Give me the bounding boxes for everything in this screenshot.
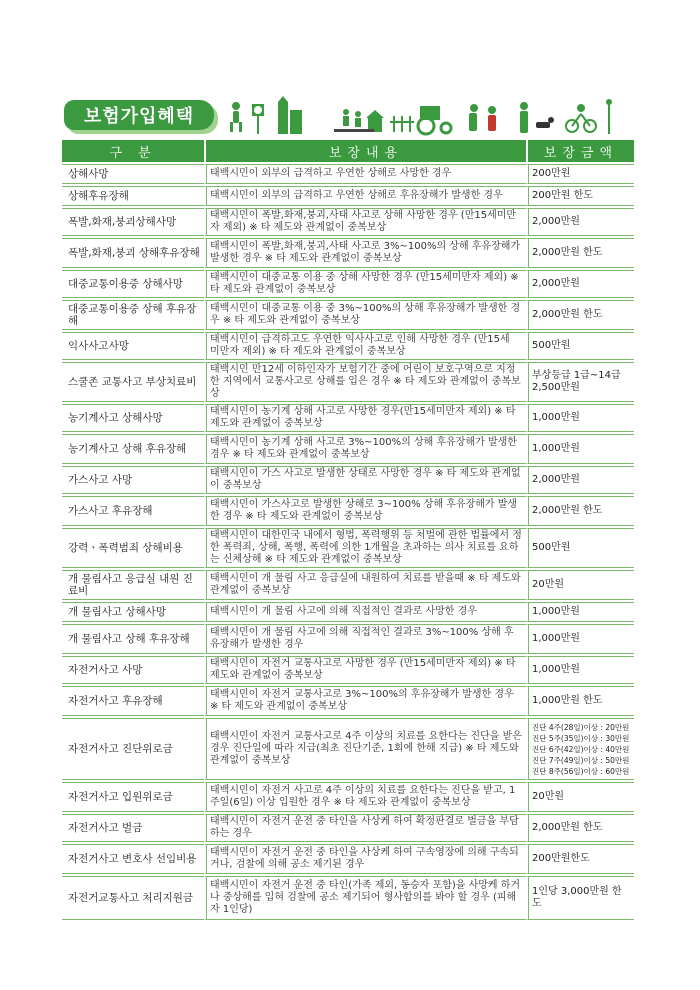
row-category: 농기계사고 상해사망: [62, 404, 204, 432]
table-row: [62, 164, 634, 184]
row-description: 태백시민이 가스 사고로 발생한 상태로 사망한 경우 ※ 타 제도와 관계없이 중복보상: [204, 466, 526, 494]
table-row: [62, 718, 634, 780]
row-amount: 2,000만원 한도: [526, 814, 634, 842]
house-icon: [366, 110, 384, 132]
table-row: [62, 186, 634, 206]
row-description: 태백시민이 개 물림 사고에 의해 직접적인 결과로 3%~100% 상해 후유장해가 발생한 경우: [204, 624, 526, 654]
row-description: 태백시민이 외부의 급격하고 우연한 상해로 사망한 경우: [204, 164, 526, 184]
row-category: 개 물림사고 상해사망: [62, 602, 204, 622]
row-description: 태백시민이 자전거 사고로 4주 이상의 치료를 요한다는 진단을 받고, 1주일(6일) 이상 입원한 경우 ※ 타 제도와 관계없이 중복보상: [204, 782, 526, 812]
diagnosis-tier: 진단 8주(56일)이상 : 60만원: [532, 766, 630, 776]
row-amount: 20만원: [526, 570, 634, 600]
row-description: 태백시민이 자전거 교통사고로 4주 이상의 치료를 요한다는 진단을 받은 경우 진단일에 따라 지급(최초 진단기준, 1회에 한해 지급) ※ 타 제도와 관계없이 중복보상: [204, 718, 526, 780]
row-category: 자전거사고 입원위로금: [62, 782, 204, 812]
col-category-header: 구 분: [62, 140, 204, 162]
row-description: 태백시민이 농기계 상해 사고로 사망한 경우(만15세미만자 제외) ※ 타 제도와 관계없이 중복보상: [204, 404, 526, 432]
table-row: [62, 876, 634, 920]
tractor-icon: [418, 106, 451, 134]
row-amount: 1,000만원 한도: [526, 686, 634, 716]
row-description: 태백시민이 대한민국 내에서 형법, 폭력행위 등 처벌에 관한 법률에서 정한 폭력죄, 상해, 폭행, 폭력에 의한 1개월을 초과하는 의사 치료를 요하는 신체상해 ※ 타 제도와 관계없이 중복보상: [204, 528, 526, 568]
bicycle-icon: [566, 104, 596, 132]
table-row: [62, 238, 634, 268]
row-category: 가스사고 후유장해: [62, 496, 204, 526]
diagnosis-tier: 진단 6주(42일)이상 : 40만원: [532, 744, 630, 754]
row-category: 개 물림사고 응급실 내원 진료비: [62, 570, 204, 600]
pedestrian-icon: [230, 102, 242, 132]
row-description: 태백시민이 자전거 교통사고로 3%~100%의 후유장해가 발생한 경우 ※ 타 제도와 관계없이 중복보상: [204, 686, 526, 716]
row-amount-list: [526, 718, 634, 780]
page-title: 보험가입혜택: [64, 100, 214, 130]
table-row: [62, 496, 634, 526]
table-row: [62, 844, 634, 874]
diagnosis-tier: 진단 5주(35일)이상 : 30만원: [532, 733, 630, 743]
row-category: 상해사망: [62, 164, 204, 184]
row-category: 상해후유장해: [62, 186, 204, 206]
row-description: 태백시민이 자전거 교통사고로 사망한 경우 (만15세미만자 제외) ※ 타 제도와 관계없이 중복보상: [204, 656, 526, 684]
col-description-header: 보장내용: [204, 140, 526, 162]
benefits-table: [62, 138, 634, 922]
col-amount-header: 보장금액: [526, 140, 634, 162]
row-description: 태백시민이 외부의 급격하고 우연한 상해로 후유장해가 발생한 경우: [204, 186, 526, 206]
row-amount: 2,000만원: [526, 466, 634, 494]
row-category: 농기계사고 상해 후유장해: [62, 434, 204, 464]
row-amount: 1,000만원: [526, 404, 634, 432]
table-row: [62, 814, 634, 842]
row-category: 자전거교통사고 처리지원금: [62, 876, 204, 920]
row-amount: 1,000만원: [526, 624, 634, 654]
row-category: 폭발,화재,붕괴상해사망: [62, 208, 204, 236]
row-description: 태백시민이 폭발,화재,붕괴,사태 사고로 3%~100%의 상해 후유장해가 발생한 경우 ※ 타 제도와 관계없이 중복보상: [204, 238, 526, 268]
table-row: [62, 782, 634, 812]
table-row: [62, 466, 634, 494]
row-description: 태백시민이 대중교통 이용 중 3%~100%의 상해 후유장해가 발생한 경우 ※ 타 제도와 관계없이 중복보상: [204, 300, 526, 330]
row-description: 태백시민이 자전거 운전 중 타인(가족 제외, 동승자 포함)을 사망케 하거나 중상해를 입혀 검찰에 공소 제기되어 형사합의를 봐야 할 경우 (피해자 1인당): [204, 876, 526, 920]
table-row: [62, 332, 634, 360]
row-amount: 2,000만원 한도: [526, 300, 634, 330]
table-row: [62, 434, 634, 464]
street-lamp-icon: [606, 99, 612, 134]
table-header-row: [62, 140, 634, 162]
traffic-sign-icon: [252, 104, 264, 134]
row-category: 자전거사고 진단위로금: [62, 718, 204, 780]
table-row: [62, 404, 634, 432]
row-amount: 부상등급 1급~14급 2,500만원: [526, 362, 634, 402]
row-amount: 2,000만원: [526, 270, 634, 298]
row-description: 태백시민이 자전거 운전 중 타인을 사상케 하여 확정판결로 벌금을 부담하는 경우: [204, 814, 526, 842]
row-category: 대중교통이용중 상해사망: [62, 270, 204, 298]
row-amount: 1,000만원: [526, 434, 634, 464]
row-amount: 1,000만원: [526, 656, 634, 684]
row-category: 자전거사고 후유장해: [62, 686, 204, 716]
row-category: 폭발,화재,붕괴 상해후유장해: [62, 238, 204, 268]
row-amount: 1인당 3,000만원 한도: [526, 876, 634, 920]
row-category: 자전거사고 변호사 선임비용: [62, 844, 204, 874]
row-category: 자전거사고 벌금: [62, 814, 204, 842]
row-amount: 20만원: [526, 782, 634, 812]
dog-walker-icon: [520, 102, 554, 133]
row-description: 태백시민이 개 물림 사고에 의해 직접적인 결과로 사망한 경우: [204, 602, 526, 622]
row-category: 강력ㆍ폭력범죄 상해비용: [62, 528, 204, 568]
violence-icon: [469, 104, 496, 131]
table-row: [62, 528, 634, 568]
table-row: [62, 656, 634, 684]
activity-illustration: [64, 96, 636, 136]
row-category: 대중교통이용중 상해 후유장해: [62, 300, 204, 330]
row-category: 스쿨존 교통사고 부상치료비: [62, 362, 204, 402]
row-description: 태백시민이 자전거 운전 중 타인을 사상케 하여 구속영장에 의해 구속되거나, 검찰에 의해 공소 제기된 경우: [204, 844, 526, 874]
row-category: 익사사고사망: [62, 332, 204, 360]
row-description: 태백시민 만12세 이하인자가 보험기간 중에 어린이 보호구역으로 지정한 지역에서 교통사고로 상해를 입은 경우 ※ 타 제도와 관계없이 중복보상: [204, 362, 526, 402]
row-description: 태백시민이 급격하고도 우연한 익사사고로 인해 사망한 경우 (만15세 미만자 제외) ※ 타 제도와 관계없이 중복보상: [204, 332, 526, 360]
table-row: [62, 686, 634, 716]
row-amount: 200만원 한도: [526, 186, 634, 206]
fence-icon: [390, 116, 414, 132]
diagnosis-tier: 진단 7주(49일)이상 : 50만원: [532, 755, 630, 765]
row-category: 자전거사고 사망: [62, 656, 204, 684]
row-amount: 200만원한도: [526, 844, 634, 874]
row-description: 태백시민이 개 물림 사고 응급실에 내원하여 치료를 받을때 ※ 타 제도와 관계없이 중복보상: [204, 570, 526, 600]
row-description: 태백시민이 폭발,화재,붕괴,사태 사고로 상해 사망한 경우 (만15세미만자 제외) ※ 타 제도와 관계없이 중복보상: [204, 208, 526, 236]
table-row: [62, 602, 634, 622]
row-amount: 2,000만원 한도: [526, 496, 634, 526]
row-amount: 2,000만원: [526, 208, 634, 236]
table-row: [62, 570, 634, 600]
row-category: 가스사고 사망: [62, 466, 204, 494]
row-category: 개 물림사고 상해 후유장해: [62, 624, 204, 654]
row-amount: 200만원: [526, 164, 634, 184]
table-row: [62, 208, 634, 236]
row-amount: 2,000만원 한도: [526, 238, 634, 268]
table-row: [62, 362, 634, 402]
row-description: 태백시민이 농기계 상해 사고로 3%~100%의 상해 후유장해가 발생한 경우 ※ 타 제도와 관계없이 중복보상: [204, 434, 526, 464]
table-row: [62, 624, 634, 654]
row-amount: 500만원: [526, 332, 634, 360]
table-row: [62, 270, 634, 298]
header-banner: [64, 96, 636, 136]
building-icon: [278, 96, 302, 134]
diagnosis-tier: 진단 4주(28일)이상 : 20만원: [532, 722, 630, 732]
row-amount: 1,000만원: [526, 602, 634, 622]
row-amount: 500만원: [526, 528, 634, 568]
row-description: 태백시민이 대중교통 이용 중 상해 사망한 경우 (만15세미만자 제외) ※ 타 제도와 관계없이 중복보상: [204, 270, 526, 298]
table-row: [62, 300, 634, 330]
row-description: 태백시민이 가스사고로 발생한 상해로 3~100% 상해 후유장해가 발생한 경우 ※ 타 제도와 관계없이 중복보상: [204, 496, 526, 526]
